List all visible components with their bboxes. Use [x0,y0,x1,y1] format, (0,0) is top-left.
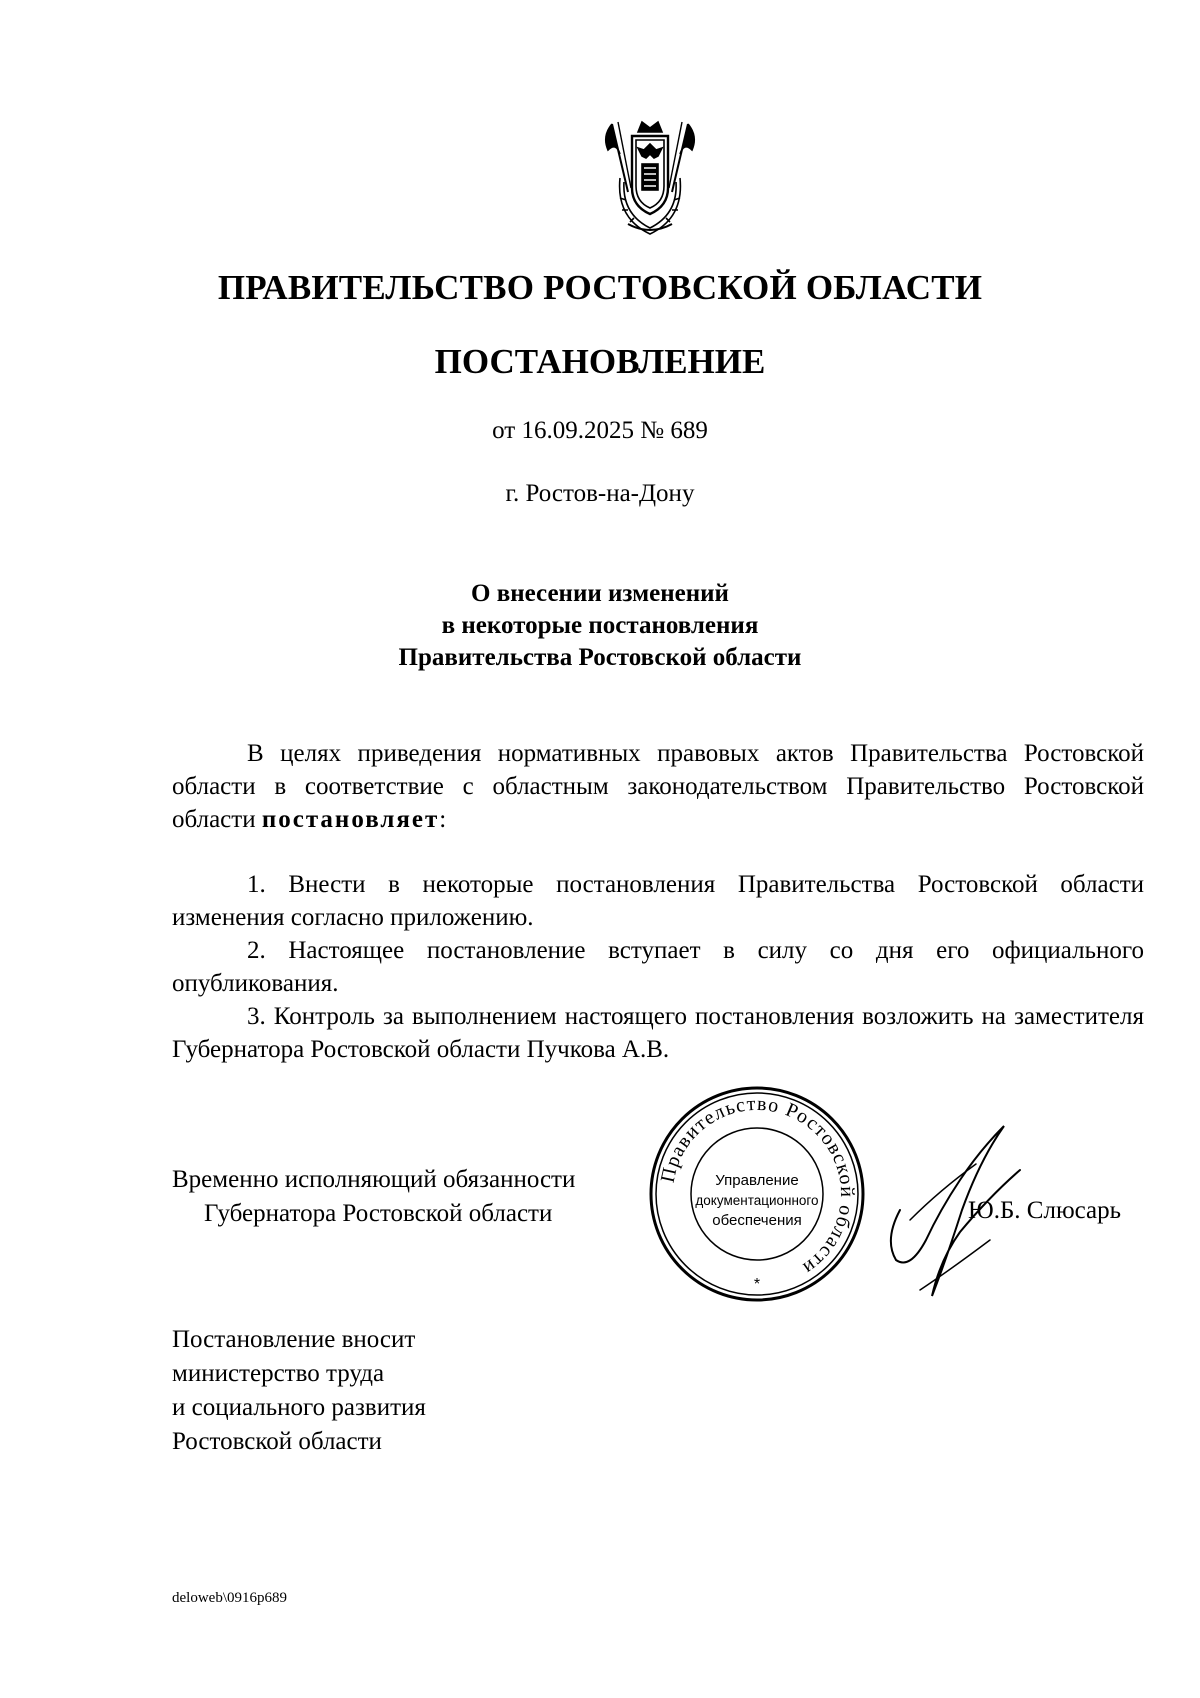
resolution-item: 3. Контроль за выполнением настоящего постановления возложить на заместителя Губернатора Ростовской области Пучкова А.В. [172,1003,1144,1063]
submitter-line: Ростовской области [172,1428,382,1455]
submitter-block [172,1323,426,1459]
stamp-star: * [753,1276,761,1293]
stamp-inner-text: Управление [715,1172,799,1189]
preamble [172,737,1144,836]
stamp-inner-text: документационного [695,1193,819,1208]
document-place: г. Ростов-на-Дону [505,480,695,507]
official-stamp [648,1085,866,1303]
stamp-ring-text: Правительство Ростовской области [656,1092,859,1280]
document-subject [0,578,1200,674]
subject-line: О внесении изменений [471,580,729,607]
resolution-item: 1. Внести в некоторые постановления Правительства Ростовской области изменения согласно приложению. [172,871,1144,931]
stamp-inner-text: обеспечения [712,1212,802,1229]
preamble-tail: : [439,806,447,833]
preamble-keyword: постановляет [261,806,440,833]
government-title: ПРАВИТЕЛЬСТВО РОСТОВСКОЙ ОБЛАСТИ [217,268,983,307]
submitter-line: Постановление вносит [172,1326,416,1353]
signer-position-line: Губернатора Ростовской области [204,1200,553,1227]
footer-document-code: deloweb\0916p689 [172,1590,287,1606]
submitter-line: и социального развития [172,1394,426,1421]
subject-line: Правительства Ростовской области [398,644,802,671]
signer-position-line: Временно исполняющий обязанности [172,1166,576,1193]
preamble-text: В целях приведения нормативных правовых актов Правительства Ростовской области в соответствие с областным законодательством Правительство Ростовской области [172,740,1144,833]
coat-of-arms-icon [598,118,702,236]
signer-position [172,1163,575,1231]
subject-line: в некоторые постановления [441,612,759,639]
document-type: ПОСТАНОВЛЕНИЕ [434,342,766,381]
signer-name: Ю.Б. Слюсарь [968,1197,1122,1224]
resolution-items [172,868,1144,1066]
resolution-item: 2. Настоящее постановление вступает в силу со дня его официального опубликования. [172,937,1144,997]
submitter-line: министерство труда [172,1360,385,1387]
document-date-number: от 16.09.2025 № 689 [492,417,708,444]
